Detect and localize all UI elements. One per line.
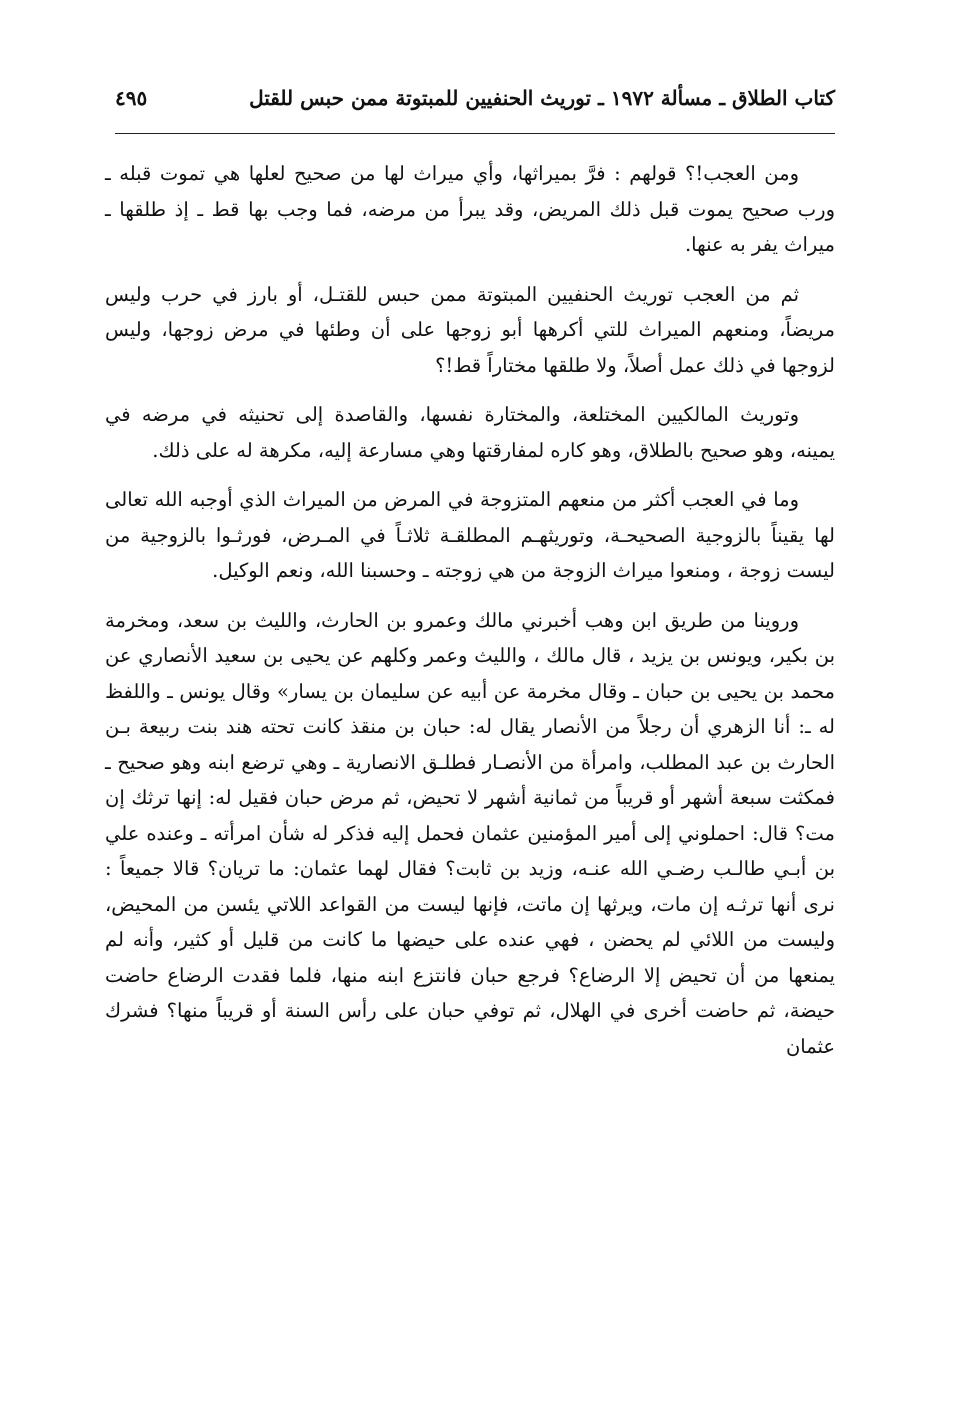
paragraph-4: وما في العجب أكثر من منعهم المتزوجة في المرض من الميراث الذي أوجبه الله تعالى لها يقيناً بالزوجية الصحيحـة، وتوريثهـم المطلقـة ثلاثـاً في المـرض، فورثـوا بالزوجية من ليست زوجة ، ومنعوا ميراث الزوجة من هي زوجته ـ وحسبنا الله، ونعم الوكيل. [105,488,835,582]
header-title: كتاب الطلاق ـ مسألة ١٩٧٢ ـ توريث الحنفيين للمبتوتة ممن حبس للقتل [249,86,835,110]
page-number: ٤٩٥ [115,86,148,110]
paragraph-3: وتوريث المالكيين المختلعة، والمختارة نفسها، والقاصدة إلى تحنيثه في مرضه في يمينه، وهو صحيح بالطلاق، وهو كاره لمفارقتها وهي مسارعة إليه، مكرهة له على ذلك. [105,403,835,462]
header-divider [115,133,835,134]
paragraph-1: ومن العجب!؟ قولهم : فرَّ بميراثها، وأي ميراث لها من صحيح لعلها هي تموت قبله ـ ورب صحيح يموت قبل ذلك المريض، وقد يبرأ من مرضه، فما وجب بها قط ـ إذ طلقها ـ ميراث يفر به عنها. [105,162,835,256]
paragraph-2: ثم من العجب توريث الحنفيين المبتوتة ممن حبس للقتـل، أو بارز في حرب وليس مريضاً، ومنعهم الميراث للتي أكرهها أبو زوجها على أن وطئها في مرض زوجها، وليس لزوجها في ذلك عمل أصلاً، ولا طلقها مختاراً قط!؟ [105,282,835,377]
paragraph-5: وروينا من طريق ابن وهب أخبرني مالك وعمرو بن الحارث، والليث بن سعد، ومخرمة بن بكير، ويونس بن يزيد ، قال مالك ، والليث وعمر وكلهم عن يحيى بن سعيد الأنصاري عن محمد بن يحيى بن حبان ـ وقال مخرمة عن أبيه عن سليمان بن يسار» وقال يونس ـ واللفظ له ـ: أنا الزهري أن رجلاً من الأنصار يقال له: حبان بن منقذ كانت تحته هند بنت ربيعة بـن الحارث بن عبد المطلب، وامرأة من الأنصـار فطلـق الانصارية ـ وهي ترضع ابنه وهو صحيح ـ فمكثت سبعة أشهر أو قريباً من ثمانية أشهر لا تحيض، ثم مرض حبان فقيل له: إنها ترثك إن مت؟ قال: احملوني إلى أمير المؤمنين عثمان فحمل إليه فذكر له شأن امرأته ـ وعنده علي بن أبـي طالـب رضـي الله عنـه، وزيد بن ثابت؟ فقال لهما عثمان: ما تريان؟ قالا جميعاً : نرى أنها ترثـه إن مات، ويرثها إن ماتت، فإنها ليست من القواعد اللاتي يئسن من المحيض، وليست من اللائي لم يحضن ، فهي عنده على حيضها ما كانت من قليل أو كثير، وأنه لم يمنعها من أن تحيض إلا الرضاع؟ فرجع حبان فانتزع ابنه منها، فلما فقدت الرضاع حاضت حيضة، ثم حاضت أخرى في الهلال، ثم توفي حبان على رأس السنة أو قريباً منها؟ فشرك عثمان [105,608,835,1058]
body-text [105,156,835,1064]
running-header [115,86,835,120]
